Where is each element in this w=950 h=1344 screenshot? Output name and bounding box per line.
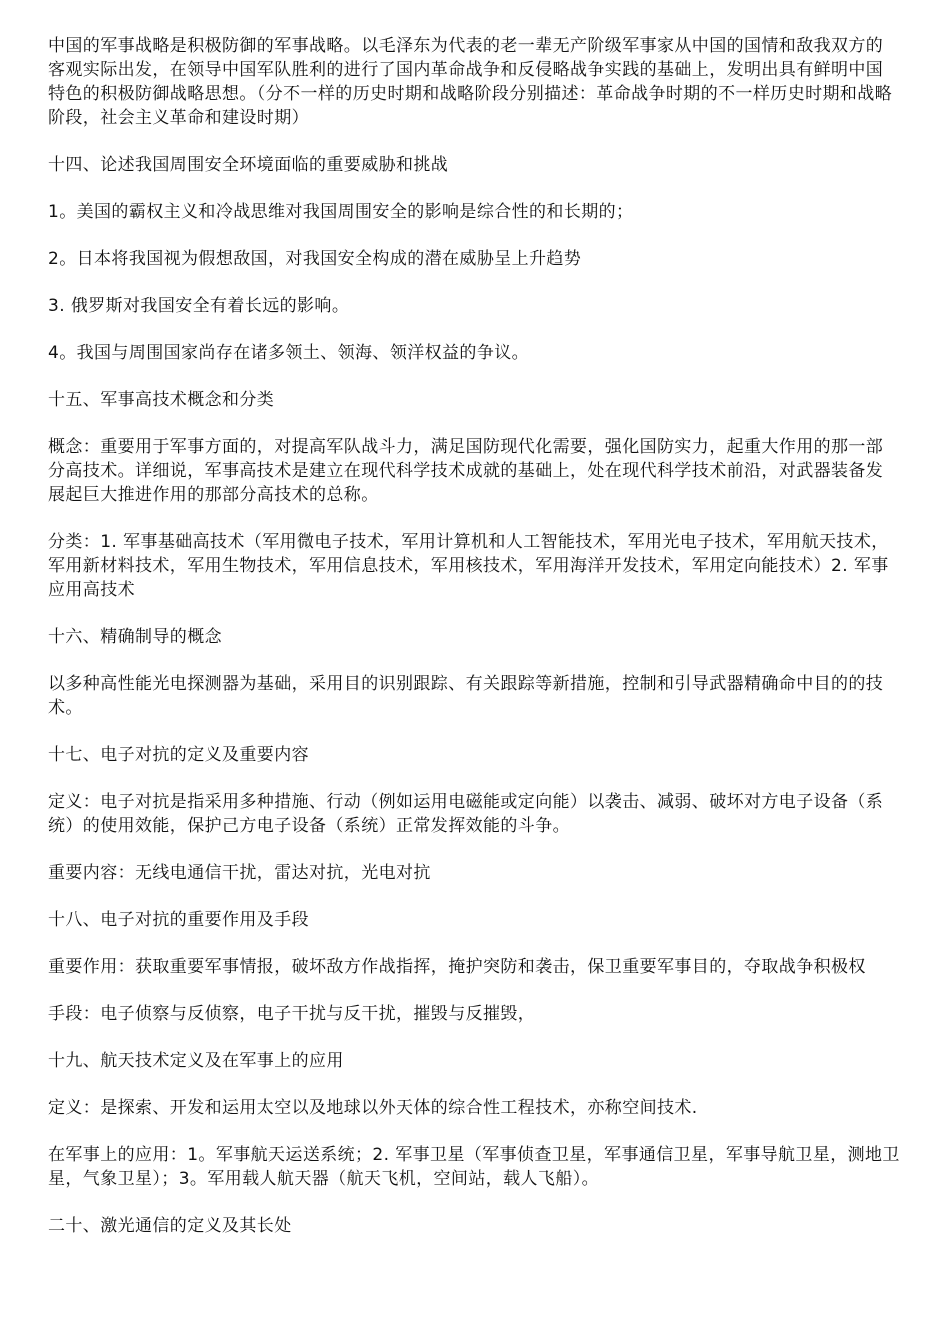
document-page [48,34,900,1261]
heading-section-14: 十四、论述我国周围安全环境面临的重要威胁和挑战 [48,155,449,175]
paragraph-ew-role: 重要作用：获取重要军事情报，破坏敌方作战指挥，掩护突防和袭击，保卫重要军事目的，夺取战争积极权 [48,957,866,977]
paragraph-threat-2: 2。日本将我国视为假想敌国，对我国安全构成的潜在威胁呈上升趋势 [48,249,582,269]
paragraph-ew-content: 重要内容：无线电通信干扰，雷达对抗，光电对抗 [48,863,431,883]
paragraph-ew-definition: 定义：电子对抗是指采用多种措施、行动（例如运用电磁能或定向能）以袭击、减弱、破坏对方电子设备（系统）的使用效能，保护己方电子设备（系统）正常发挥效能的斗争。 [48,792,884,836]
paragraph-threat-4: 4。我国与周围国家尚存在诸多领土、领海、领洋权益的争议。 [48,343,530,363]
heading-section-20: 二十、激光通信的定义及其长处 [48,1216,292,1236]
paragraph-threat-1: 1。美国的霸权主义和冷战思维对我国周围安全的影响是综合性的和长期的； [48,202,634,222]
paragraph-military-strategy: 中国的军事战略是积极防御的军事战略。以毛泽东为代表的老一辈无产阶级军事家从中国的国情和敌我双方的客观实际出发，在领导中国军队胜利的进行了国内革命战争和反侵略战争实践的基础上，发明出具有鲜明中国特色的积极防御战略思想。（分不一样的历史时期和战略阶段分别描述：革命战争时期的不一样历史时期和战略阶段，社会主义革命和建设时期） [48,36,893,128]
heading-section-16: 十六、精确制导的概念 [48,627,222,647]
paragraph-space-military-use: 在军事上的应用：1。军事航天运送系统；2. 军事卫星（军事侦查卫星，军事通信卫星，军事导航卫星，测地卫星，气象卫星）；3。军用载人航天器（航天飞机，空间站，载人飞船）。 [48,1145,900,1189]
paragraph-hightech-classification: 分类：1. 军事基础高技术（军用微电子技术，军用计算机和人工智能技术，军用光电子技术，军用航天技术，军用新材料技术，军用生物技术，军用信息技术，军用核技术，军用海洋开发技术，军用定向能技术）2. 军事应用高技术 [48,532,889,600]
paragraph-hightech-concept: 概念：重要用于军事方面的，对提高军队战斗力，满足国防现代化需要，强化国防实力，起重大作用的那一部分高技术。详细说，军事高技术是建立在现代科学技术成就的基础上，处在现代科学技术前沿，对武器装备发展起巨大推进作用的那部分高技术的总称。 [48,437,884,505]
heading-section-15: 十五、军事高技术概念和分类 [48,390,275,410]
paragraph-precision-guidance: 以多种高性能光电探测器为基础，采用目的识别跟踪、有关跟踪等新措施，控制和引导武器精确命中目的的技术。 [48,674,884,718]
paragraph-ew-means: 手段：电子侦察与反侦察，电子干扰与反干扰，摧毁与反摧毁， [48,1004,536,1024]
paragraph-threat-3: 3. 俄罗斯对我国安全有着长远的影响。 [48,296,350,316]
heading-section-19: 十九、航天技术定义及在军事上的应用 [48,1051,344,1071]
heading-section-18: 十八、电子对抗的重要作用及手段 [48,910,309,930]
paragraph-space-definition: 定义：是探索、开发和运用太空以及地球以外天体的综合性工程技术，亦称空间技术. [48,1098,698,1118]
heading-section-17: 十七、电子对抗的定义及重要内容 [48,745,309,765]
